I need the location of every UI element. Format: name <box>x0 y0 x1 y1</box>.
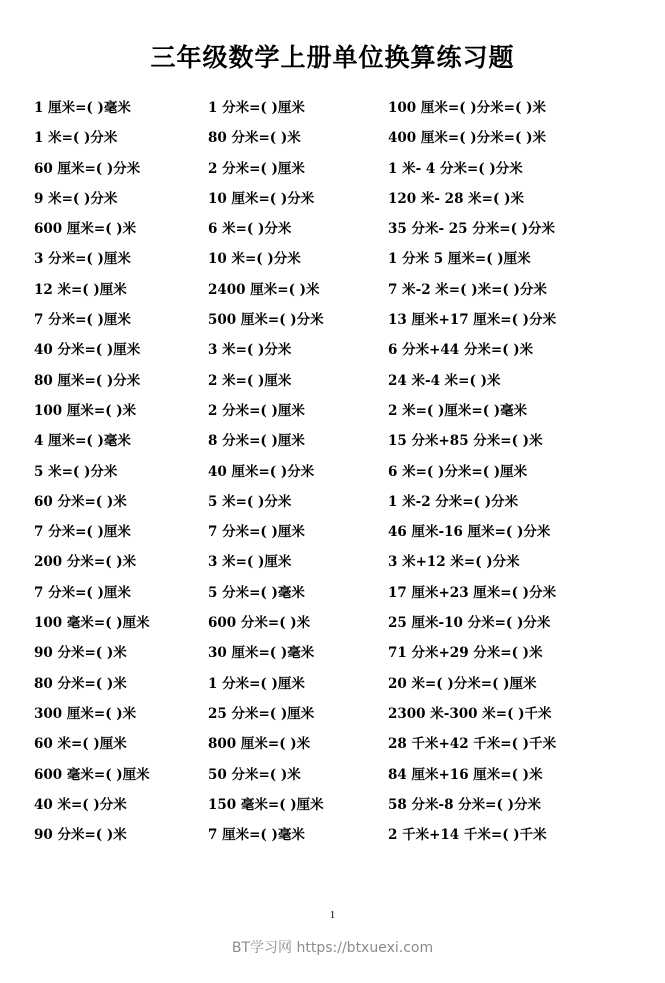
exercise-item: 100 厘米=( )分米=( )米 <box>388 100 546 116</box>
exercise-item: 4 厘米=( )毫米 <box>34 433 131 450</box>
exercise-item: 90 分米=( )米 <box>34 827 127 844</box>
exercise-item: 2400 厘米=( )米 <box>208 281 320 298</box>
exercise-row <box>34 460 641 490</box>
exercise-item: 2 米=( )厘米 <box>208 372 292 389</box>
exercise-item: 3 米=( )分米 <box>208 342 292 359</box>
exercise-item: 6 米=( )分米=( )厘米 <box>388 463 528 480</box>
exercise-item: 7 分米=( )厘米 <box>34 524 131 541</box>
exercise-item: 5 分米=( )毫米 <box>208 584 305 601</box>
exercise-row <box>34 702 641 732</box>
exercise-item: 1 米-2 分米=( )分米 <box>388 493 519 510</box>
exercise-item: 7 分米=( )厘米 <box>34 584 131 601</box>
exercise-row <box>34 157 641 187</box>
exercise-item: 6 米=( )分米 <box>208 221 292 238</box>
exercise-item: 40 厘米=( )分米 <box>208 463 315 480</box>
exercise-item: 7 分米=( )厘米 <box>34 312 131 329</box>
exercise-item: 200 分米=( )米 <box>34 554 137 571</box>
exercise-row <box>34 399 641 429</box>
exercise-item: 8 分米=( )厘米 <box>208 433 305 450</box>
exercise-item: 40 米=( )分米 <box>34 796 127 813</box>
exercise-row <box>34 490 641 520</box>
exercise-item: 3 分米=( )厘米 <box>34 251 131 268</box>
exercise-item: 1 分米=( )厘米 <box>208 100 305 116</box>
exercise-item: 150 毫米=( )厘米 <box>208 796 324 813</box>
exercise-item: 35 分米- 25 分米=( )分米 <box>388 221 556 238</box>
exercise-row <box>34 308 641 338</box>
exercise-row <box>34 672 641 702</box>
exercise-item: 300 厘米=( )米 <box>34 705 137 722</box>
exercise-item: 28 千米+42 千米=( )千米 <box>388 736 557 753</box>
exercise-row <box>34 429 641 459</box>
exercise-item: 2 米=( )厘米=( )毫米 <box>388 402 528 419</box>
worksheet-page <box>0 38 665 983</box>
exercise-item: 15 分米+85 分米=( )米 <box>388 433 543 450</box>
exercise-row <box>34 793 641 823</box>
exercise-item: 17 厘米+23 厘米=( )分米 <box>388 584 557 601</box>
exercise-item: 60 分米=( )米 <box>34 493 127 510</box>
exercise-item: 12 米=( )厘米 <box>34 281 127 298</box>
exercise-item: 10 厘米=( )分米 <box>208 190 315 207</box>
exercise-item: 60 厘米=( )分米 <box>34 160 141 177</box>
exercise-row <box>34 126 641 156</box>
exercise-item: 84 厘米+16 厘米=( )米 <box>388 766 543 783</box>
exercise-item: 100 厘米=( )米 <box>34 402 137 419</box>
exercise-row <box>34 369 641 399</box>
exercise-row <box>34 763 641 793</box>
exercise-item: 80 分米=( )米 <box>208 130 301 147</box>
exercise-item: 6 分米+44 分米=( )米 <box>388 342 534 359</box>
exercise-item: 25 分米=( )厘米 <box>208 705 315 722</box>
exercise-item: 7 厘米=( )毫米 <box>208 827 305 844</box>
exercise-row <box>34 581 641 611</box>
exercise-row <box>34 278 641 308</box>
page-title: 三年级数学上册单位换算练习题 <box>150 43 515 72</box>
exercise-row <box>34 520 641 550</box>
exercise-row <box>34 96 641 126</box>
exercise-item: 5 米=( )分米 <box>34 463 118 480</box>
exercise-item: 2 千米+14 千米=( )千米 <box>388 827 547 844</box>
exercise-row <box>34 550 641 580</box>
exercise-item: 1 米- 4 分米=( )分米 <box>388 160 523 177</box>
page-number: 1 <box>329 909 336 921</box>
exercise-item: 40 分米=( )厘米 <box>34 342 141 359</box>
exercise-item: 10 米=( )分米 <box>208 251 301 268</box>
exercise-item: 9 米=( )分米 <box>34 190 118 207</box>
exercise-item: 2300 米-300 米=( )千米 <box>388 705 552 722</box>
exercise-item: 1 米=( )分米 <box>34 130 118 147</box>
exercise-item: 80 厘米=( )分米 <box>34 372 141 389</box>
exercise-item: 5 米=( )分米 <box>208 493 292 510</box>
exercise-item: 7 分米=( )厘米 <box>208 524 305 541</box>
exercise-item: 50 分米=( )米 <box>208 766 301 783</box>
exercise-item: 7 米-2 米=( )米=( )分米 <box>388 281 547 298</box>
exercise-item: 600 厘米=( )米 <box>34 221 137 238</box>
exercise-item: 800 厘米=( )米 <box>208 736 311 753</box>
exercise-row <box>34 641 641 671</box>
exercise-row <box>34 611 641 641</box>
exercise-row <box>34 338 641 368</box>
exercise-item: 1 分米=( )厘米 <box>208 675 305 692</box>
exercise-item: 400 厘米=( )分米=( )米 <box>388 130 546 147</box>
exercise-item: 90 分米=( )米 <box>34 645 127 662</box>
exercise-item: 500 厘米=( )分米 <box>208 312 324 329</box>
exercise-item: 60 米=( )厘米 <box>34 736 127 753</box>
exercise-item: 25 厘米-10 分米=( )分米 <box>388 615 551 632</box>
exercise-item: 46 厘米-16 厘米=( )分米 <box>388 524 551 541</box>
exercise-item: 13 厘米+17 厘米=( )分米 <box>388 312 557 329</box>
exercise-item: 2 分米=( )厘米 <box>208 160 305 177</box>
exercise-item: 2 分米=( )厘米 <box>208 402 305 419</box>
exercise-item: 30 厘米=( )毫米 <box>208 645 315 662</box>
exercise-item: 120 米- 28 米=( )米 <box>388 190 524 207</box>
exercise-item: 71 分米+29 分米=( )米 <box>388 645 543 662</box>
exercise-item: 24 米-4 米=( )米 <box>388 372 501 389</box>
exercise-row <box>34 732 641 762</box>
exercise-grid <box>0 96 665 853</box>
exercise-item: 1 分米 5 厘米=( )厘米 <box>388 251 531 268</box>
exercise-item: 20 米=( )分米=( )厘米 <box>388 675 537 692</box>
exercise-row <box>34 217 641 247</box>
exercise-item: 80 分米=( )米 <box>34 675 127 692</box>
exercise-item: 600 毫米=( )厘米 <box>34 766 150 783</box>
exercise-item: 58 分米-8 分米=( )分米 <box>388 796 541 813</box>
exercise-item: 600 分米=( )米 <box>208 615 311 632</box>
exercise-item: 100 毫米=( )厘米 <box>34 615 150 632</box>
exercise-row <box>34 247 641 277</box>
exercise-row <box>34 823 641 853</box>
exercise-row <box>34 187 641 217</box>
footer-watermark: BT学习网 https://btxuexi.com <box>231 940 434 956</box>
exercise-item: 1 厘米=( )毫米 <box>34 100 131 116</box>
exercise-item: 3 米=( )厘米 <box>208 554 292 571</box>
exercise-item: 3 米+12 米=( )分米 <box>388 554 520 571</box>
